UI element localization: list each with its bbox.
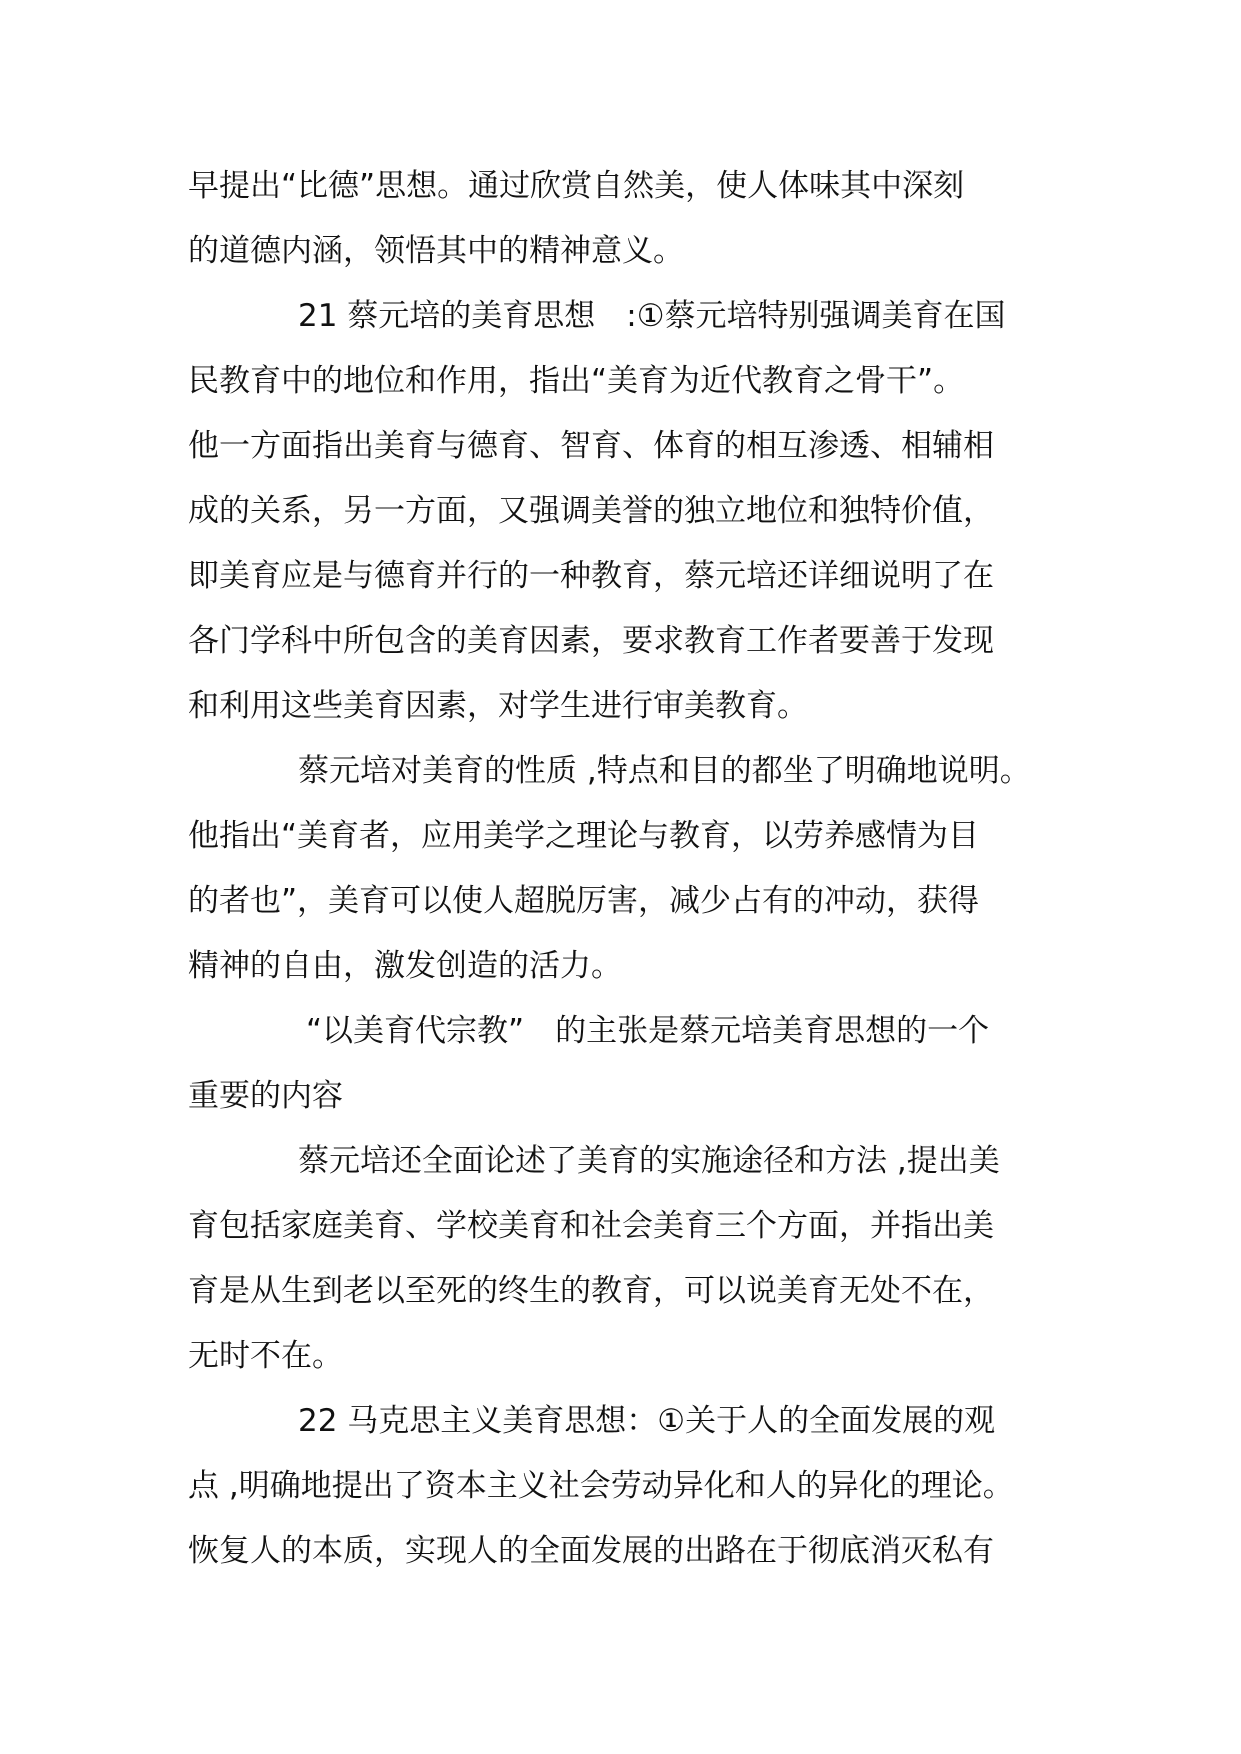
text-line: 的道德内涵，领悟其中的精神意义。	[188, 233, 684, 269]
text-line: 恢复人的本质，实现人的全面发展的出路在于彻底消灭私有	[188, 1533, 994, 1569]
text-line: 点 ,明确地提出了资本主义社会劳动异化和人的异化的理论。	[188, 1468, 1014, 1504]
text-line: 成的关系，另一方面，又强调美誉的独立地位和独特价值，	[188, 493, 994, 529]
text-line: 早提出“比德”思想。通过欣赏自然美，使人体味其中深刻	[188, 168, 965, 204]
text-line: 重要的内容	[188, 1078, 343, 1114]
text-line: 育包括家庭美育、学校美育和社会美育三个方面，并指出美	[188, 1208, 994, 1244]
paragraph-start-line: “以美育代宗教” 的主张是蔡元培美育思想的一个	[306, 1013, 990, 1049]
text-line: 他一方面指出美育与德育、智育、体育的相互渗透、相辅相	[188, 428, 994, 464]
paragraph-start-line: 蔡元培对美育的性质 ,特点和目的都坐了明确地说明。	[298, 753, 1031, 789]
text-line: 他指出“美育者，应用美学之理论与教育，以劳养感情为目	[188, 818, 980, 854]
text-line: 的者也”，美育可以使人超脱厉害，减少占有的冲动，获得	[188, 883, 980, 919]
text-line: 育是从生到老以至死的终生的教育，可以说美育无处不在，	[188, 1273, 994, 1309]
body-text	[188, 154, 1068, 1584]
section-21-heading-line: 21 蔡元培的美育思想 :①蔡元培特别强调美育在国	[298, 298, 1006, 334]
text-line: 即美育应是与德育并行的一种教育，蔡元培还详细说明了在	[188, 558, 994, 594]
section-22-heading-line: 22 马克思主义美育思想：①关于人的全面发展的观	[298, 1403, 996, 1439]
text-line: 民教育中的地位和作用，指出“美育为近代教育之骨干”。	[188, 363, 965, 399]
text-line: 精神的自由，激发创造的活力。	[188, 948, 622, 984]
text-line: 和利用这些美育因素，对学生进行审美教育。	[188, 688, 808, 724]
text-line: 各门学科中所包含的美育因素，要求教育工作者要善于发现	[188, 623, 994, 659]
text-line: 无时不在。	[188, 1338, 343, 1374]
paragraph-start-line: 蔡元培还全面论述了美育的实施途径和方法 ,提出美	[298, 1143, 1000, 1179]
